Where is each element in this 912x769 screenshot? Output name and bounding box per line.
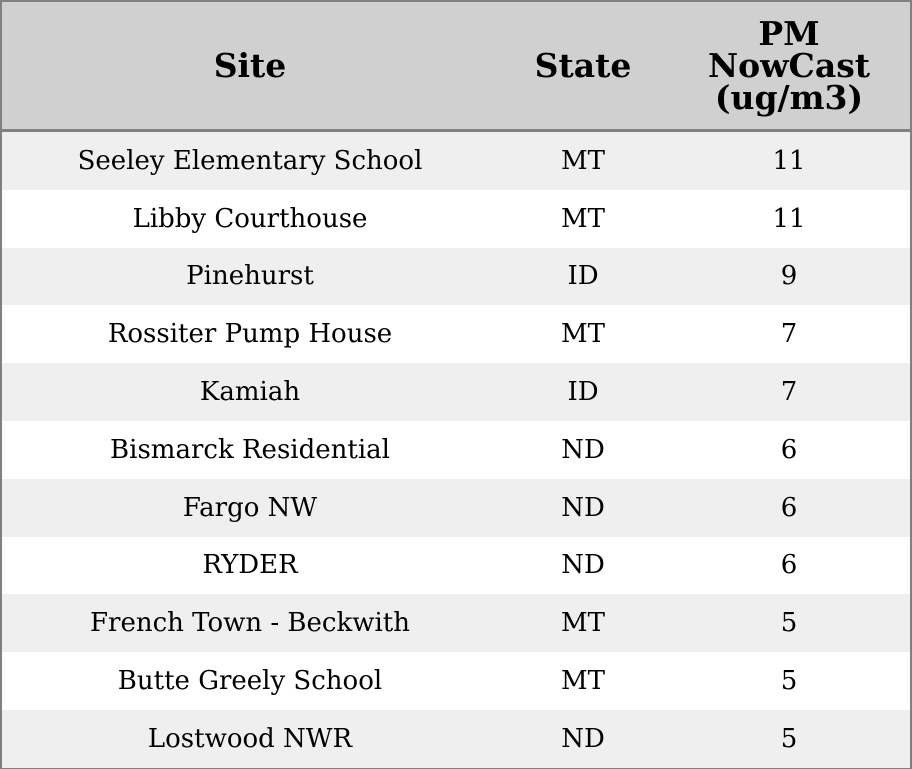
cell-site: Rossiter Pump House: [107, 319, 393, 350]
column-header-pm-nowcast: PM NowCast (ug/m3): [707, 13, 871, 117]
cell-state: MT: [561, 319, 605, 350]
cell-state: MT: [561, 666, 605, 697]
cell-pm-nowcast: 5: [780, 723, 798, 754]
cell-site: Butte Greely School: [117, 666, 383, 697]
cell-site: Bismarck Residential: [110, 434, 390, 465]
cell-pm-nowcast: 7: [780, 319, 798, 350]
cell-site: Fargo NW: [182, 492, 318, 523]
table-body: [2, 132, 910, 768]
cell-pm-nowcast: 6: [780, 550, 798, 581]
table-row: [2, 132, 910, 190]
cell-site: Pinehurst: [186, 261, 314, 292]
cell-state: ND: [561, 723, 605, 754]
table-row: [2, 421, 910, 479]
table-row: [2, 479, 910, 537]
cell-site: Seeley Elementary School: [77, 145, 423, 176]
cell-pm-nowcast: 9: [780, 261, 798, 292]
cell-state: MT: [561, 145, 605, 176]
column-header-state: State: [534, 45, 632, 85]
table-row: [2, 363, 910, 421]
table-row: [2, 305, 910, 363]
cell-state: ND: [561, 434, 605, 465]
table-row: [2, 652, 910, 710]
cell-site: RYDER: [202, 550, 298, 581]
cell-pm-nowcast: 6: [780, 434, 798, 465]
cell-state: MT: [561, 608, 605, 639]
cell-pm-nowcast: 5: [780, 666, 798, 697]
cell-pm-nowcast: 6: [780, 492, 798, 523]
table-row: [2, 248, 910, 306]
cell-pm-nowcast: 11: [772, 203, 806, 234]
cell-site: Lostwood NWR: [147, 723, 353, 754]
cell-site: Kamiah: [199, 377, 301, 408]
cell-site: French Town - Beckwith: [89, 608, 411, 639]
table-row: [2, 594, 910, 652]
cell-pm-nowcast: 5: [780, 608, 798, 639]
table-row: [2, 537, 910, 595]
column-header-site: Site: [213, 45, 287, 85]
table-row: [2, 710, 910, 768]
cell-state: ND: [561, 492, 605, 523]
table-row: [2, 190, 910, 248]
cell-site: Libby Courthouse: [132, 203, 368, 234]
cell-state: ID: [567, 377, 599, 408]
cell-pm-nowcast: 7: [780, 377, 798, 408]
cell-state: ID: [567, 261, 599, 292]
cell-state: ND: [561, 550, 605, 581]
cell-pm-nowcast: 11: [772, 145, 806, 176]
cell-state: MT: [561, 203, 605, 234]
table-header-row: [2, 2, 910, 132]
